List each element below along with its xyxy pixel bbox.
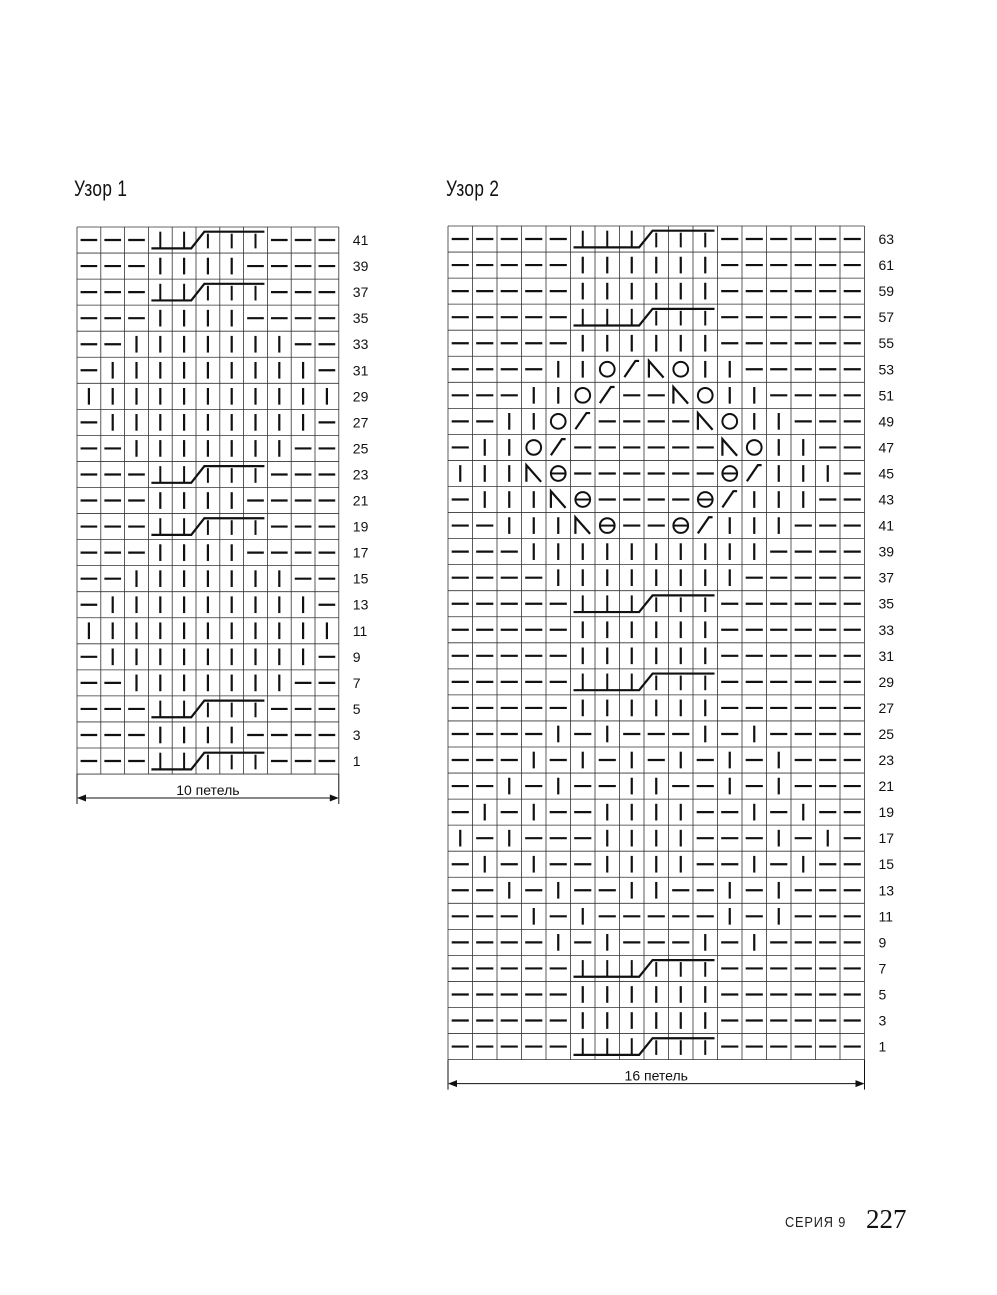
row-number: 13 xyxy=(878,882,895,899)
left-decrease-symbol xyxy=(551,491,566,508)
yarn-over-symbol xyxy=(575,388,590,403)
yarn-over-symbol xyxy=(526,440,541,455)
row-number: 37 xyxy=(352,284,369,301)
dimension-arrow-left xyxy=(448,1080,457,1087)
right-decrease-symbol xyxy=(624,361,639,377)
row-number: 17 xyxy=(878,830,895,847)
cable-cross-symbol xyxy=(151,466,264,483)
row-number: 25 xyxy=(878,725,895,742)
row-number: 21 xyxy=(878,778,895,795)
pattern-1-title: Узор 1 xyxy=(74,176,128,201)
row-number: 51 xyxy=(878,387,895,404)
left-decrease-symbol xyxy=(649,361,664,378)
cable-cross-symbol xyxy=(151,518,264,535)
yarn-over-symbol xyxy=(698,388,713,403)
right-decrease-symbol xyxy=(722,491,737,507)
row-number: 11 xyxy=(352,622,368,639)
row-number: 7 xyxy=(878,960,887,977)
row-number: 59 xyxy=(878,283,895,300)
left-decrease-symbol xyxy=(722,439,737,456)
row-number: 1 xyxy=(878,1038,887,1055)
dimension-arrow-right xyxy=(856,1080,865,1087)
yarn-over-symbol xyxy=(600,362,615,377)
row-number: 55 xyxy=(878,335,895,352)
row-number: 11 xyxy=(878,908,894,925)
row-number: 23 xyxy=(878,752,895,769)
yarn-over-symbol xyxy=(722,414,737,429)
row-number: 39 xyxy=(878,543,895,560)
pattern-2-title: Узор 2 xyxy=(446,176,500,201)
row-number: 9 xyxy=(352,648,361,665)
row-number: 35 xyxy=(878,595,895,612)
row-number: 13 xyxy=(352,596,369,613)
row-number: 19 xyxy=(352,518,369,535)
row-number: 27 xyxy=(878,699,895,716)
yarn-over-symbol xyxy=(673,362,688,377)
right-decrease-symbol xyxy=(698,517,713,533)
row-number: 37 xyxy=(878,569,895,586)
cable-cross-symbol xyxy=(151,753,264,770)
row-number: 63 xyxy=(878,231,895,248)
width-label: 10 петель xyxy=(176,782,240,799)
row-number: 41 xyxy=(878,517,895,534)
yarn-over-symbol xyxy=(747,440,762,455)
row-number: 17 xyxy=(352,544,369,561)
pattern-2-width-dimension xyxy=(448,1060,865,1090)
dimension-arrow-right xyxy=(330,795,339,802)
row-number: 29 xyxy=(352,388,369,405)
row-number: 61 xyxy=(878,257,895,274)
right-decrease-symbol xyxy=(551,439,566,455)
pattern-1-row-numbers xyxy=(353,232,369,769)
cable-cross-symbol xyxy=(151,284,264,301)
left-decrease-symbol xyxy=(526,465,541,482)
pattern-2-row-numbers xyxy=(879,231,895,1055)
cable-cross-symbol xyxy=(151,232,264,249)
row-number: 21 xyxy=(352,492,369,509)
row-number: 47 xyxy=(878,439,895,456)
left-decrease-symbol xyxy=(673,387,688,404)
row-number: 31 xyxy=(352,362,369,379)
row-number: 27 xyxy=(352,414,369,431)
row-number: 5 xyxy=(352,700,361,717)
right-decrease-symbol xyxy=(575,413,590,429)
cable-cross-symbol xyxy=(151,701,264,718)
row-number: 5 xyxy=(878,986,887,1003)
right-decrease-symbol xyxy=(600,387,615,403)
row-number: 29 xyxy=(878,673,895,690)
row-number: 43 xyxy=(878,491,895,508)
pattern-1-width-dimension xyxy=(77,774,339,804)
row-number: 15 xyxy=(352,570,369,587)
row-number: 3 xyxy=(352,726,361,743)
yarn-over-symbol xyxy=(551,414,566,429)
row-number: 9 xyxy=(878,934,887,951)
row-number: 31 xyxy=(878,647,895,664)
row-number: 49 xyxy=(878,413,895,430)
page-number: 227 xyxy=(866,1204,907,1234)
row-number: 19 xyxy=(878,804,895,821)
row-number: 23 xyxy=(352,466,369,483)
left-decrease-symbol xyxy=(575,517,590,534)
row-number: 33 xyxy=(878,621,895,638)
left-decrease-symbol xyxy=(698,413,713,430)
series-label: СЕРИЯ 9 xyxy=(785,1214,847,1231)
row-number: 39 xyxy=(352,258,369,275)
row-number: 1 xyxy=(352,753,361,770)
row-number: 35 xyxy=(352,310,369,327)
row-number: 33 xyxy=(352,336,369,353)
row-number: 25 xyxy=(352,440,369,457)
right-decrease-symbol xyxy=(747,465,762,481)
width-label: 16 петель xyxy=(624,1067,688,1084)
row-number: 53 xyxy=(878,361,895,378)
pattern-1-symbols xyxy=(81,232,336,770)
row-number: 57 xyxy=(878,309,895,326)
row-number: 7 xyxy=(352,674,361,691)
row-number: 15 xyxy=(878,856,895,873)
row-number: 41 xyxy=(352,232,369,249)
row-number: 3 xyxy=(878,1012,887,1029)
row-number: 45 xyxy=(878,465,895,482)
dimension-arrow-left xyxy=(77,795,86,802)
